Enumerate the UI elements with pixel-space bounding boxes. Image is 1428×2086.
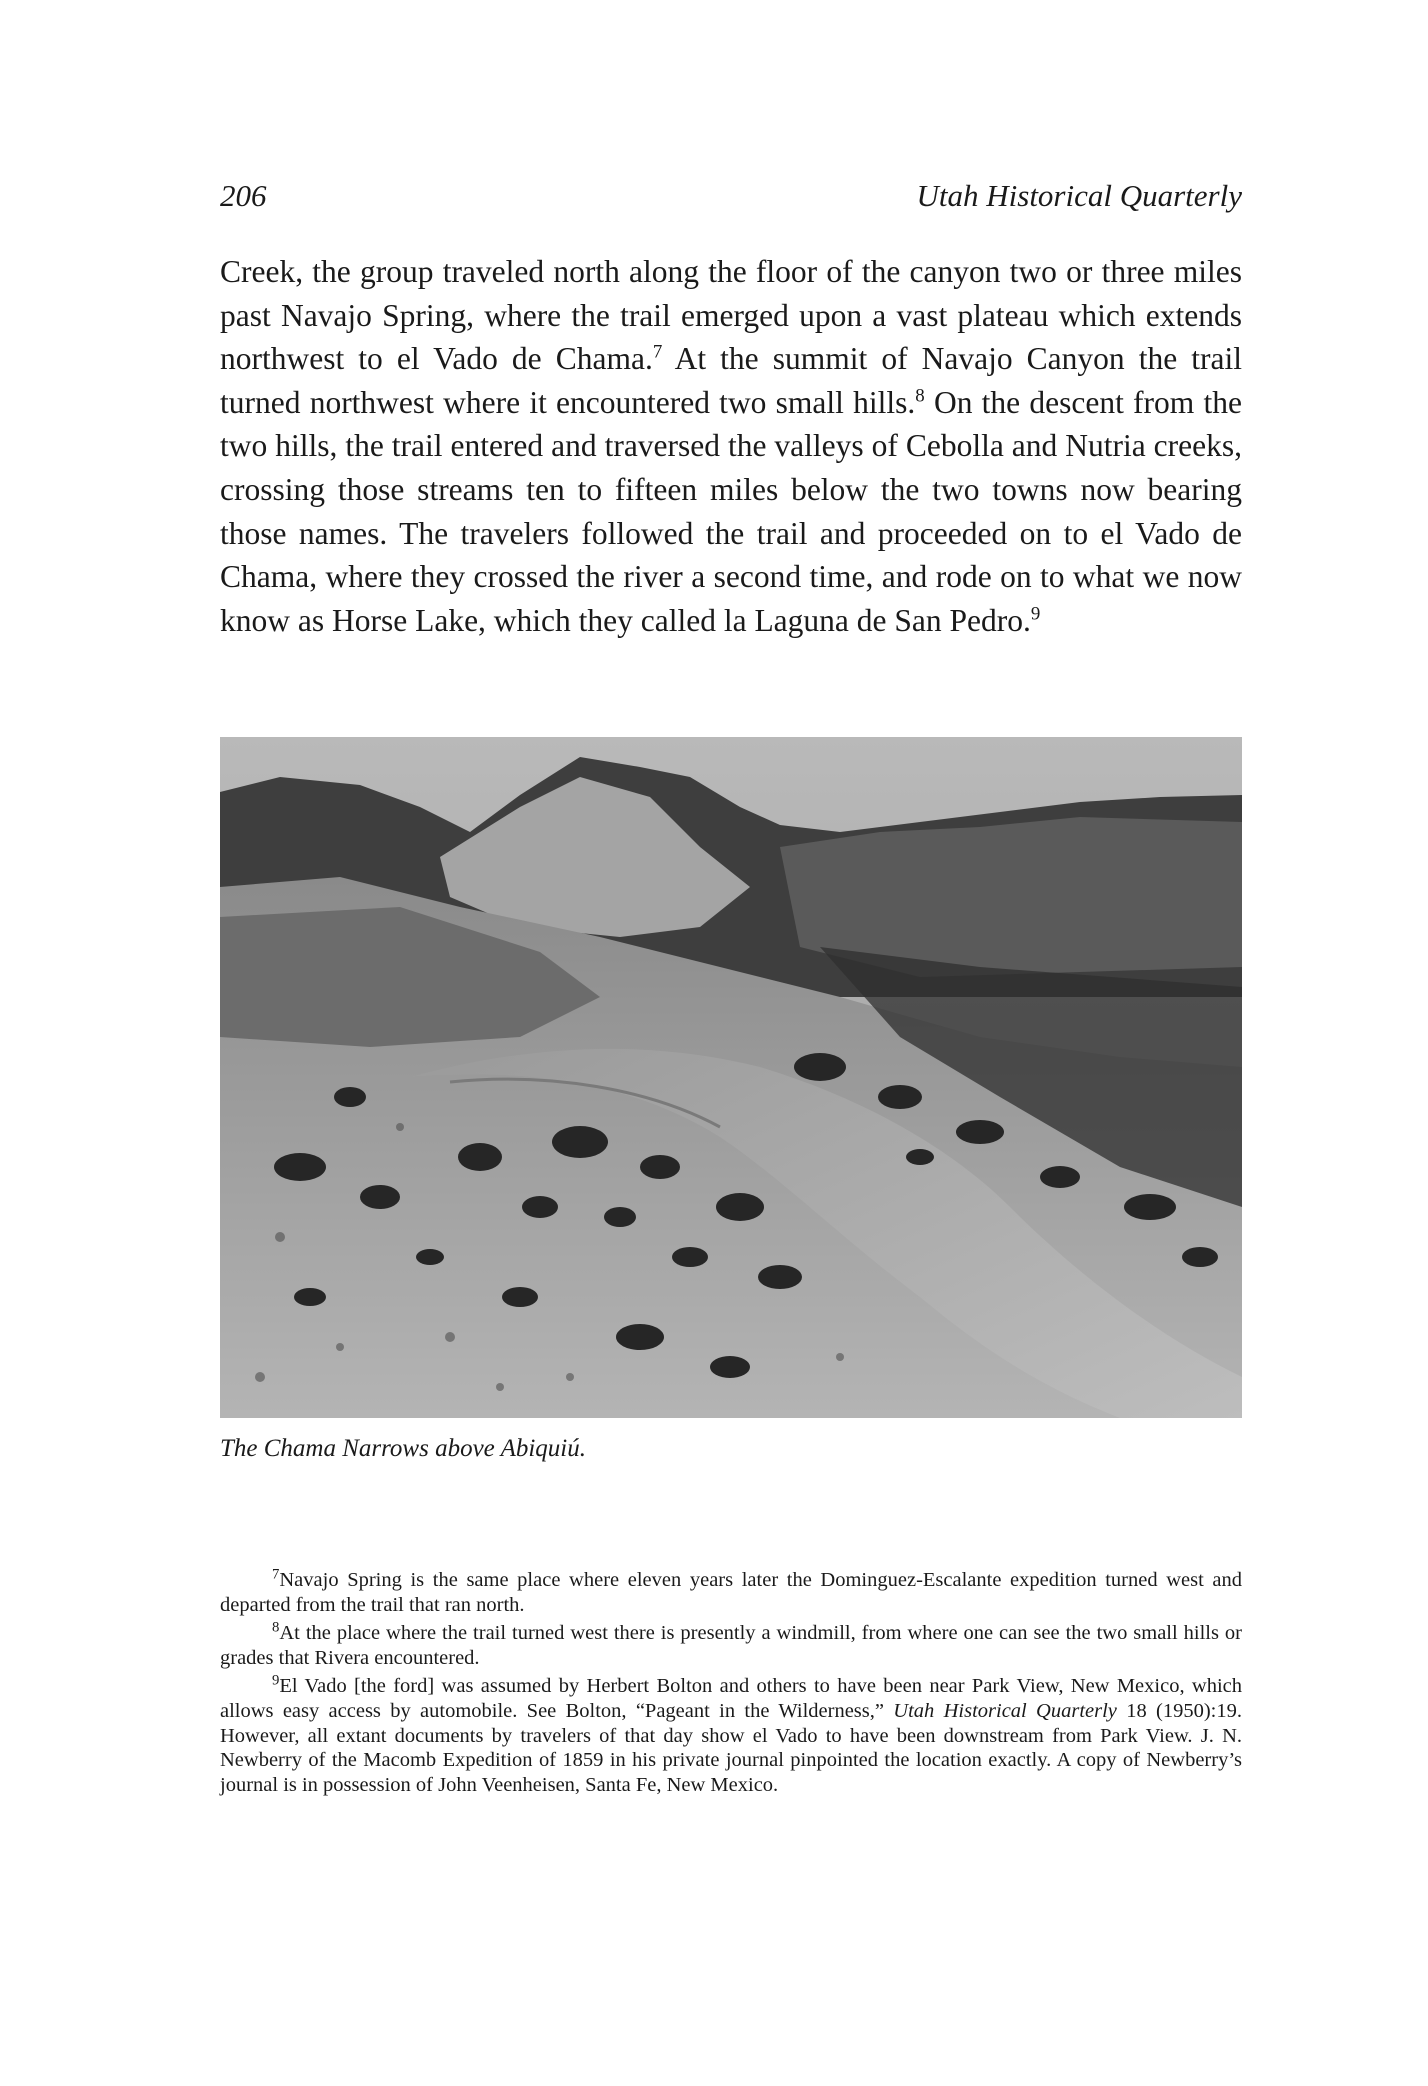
body-paragraph — [220, 250, 1242, 642]
footnote-text: 18 (1950):19. However, all extant documents by travelers of that day show el Vado to have been downstream from Park View. J. N. Newberry of the Macomb Expedition of 1859 in his private journal pinpointed the location exactly. A copy of Newberry’s journal is in possession of John Veenheisen, Santa Fe, New Mexico. — [220, 1699, 1242, 1796]
journal-title-citation: Utah Historical Quarterly — [893, 1699, 1117, 1722]
footnote-8 — [220, 1621, 1242, 1670]
footnote-9 — [220, 1674, 1242, 1797]
footnote-ref-8: 8 — [915, 385, 925, 407]
photo-illustration — [220, 737, 1242, 1418]
footnote-text: Navajo Spring is the same place where eleven years later the Dominguez-Escalante expedition turned west and departed from the trail that ran north. — [220, 1569, 1242, 1616]
footnote-text: At the place where the trail turned west there is presently a windmill, from where one can see the two small hills or grades that Rivera encountered. — [220, 1622, 1242, 1669]
figure-caption: The Chama Narrows above Abiquiú. — [220, 1435, 586, 1462]
body-text-segment: At the summit of Navajo Canyon the trail turned northwest where it encountered two small hills. — [220, 341, 1243, 420]
footnote-text: El Vado [the ford] was assumed by Herbert Bolton and others to have been near Park View, New Mexico, which allows easy access by automobile. See Bolton, “Pageant in the Wilderness,” — [220, 1675, 1242, 1722]
body-text — [220, 250, 1242, 642]
footnote-number: 8 — [272, 1619, 280, 1636]
footnotes — [220, 1568, 1242, 1801]
body-text-segment: On the descent from the two hills, the trail entered and traversed the valleys of Cebolla and Nutria creeks, crossing those streams ten to fifteen miles below the two towns now bearing those names. The travelers followed the trail and proceeded on to el Vado de Chama, where they crossed the river a second time, and rode on to what we now know as Horse Lake, which they called la Laguna de San Pedro. — [220, 384, 1242, 638]
footnote-ref-9: 9 — [1030, 603, 1041, 625]
journal-title: Utah Historical Quarterly — [916, 178, 1242, 213]
running-head — [220, 174, 1242, 218]
body-text-segment: Creek, the group traveled north along the floor of the canyon two or three miles past Navajo Spring, where the trail emerged upon a vast plateau which extends northwest to el Vado de Chama. — [220, 254, 1242, 377]
footnote-number: 9 — [272, 1673, 280, 1689]
footnote-ref-7: 7 — [652, 341, 663, 363]
footnote-number: 7 — [272, 1566, 280, 1583]
landscape-photograph — [220, 737, 1242, 1418]
footnote-7 — [220, 1568, 1242, 1617]
page-number: 206 — [220, 178, 267, 213]
